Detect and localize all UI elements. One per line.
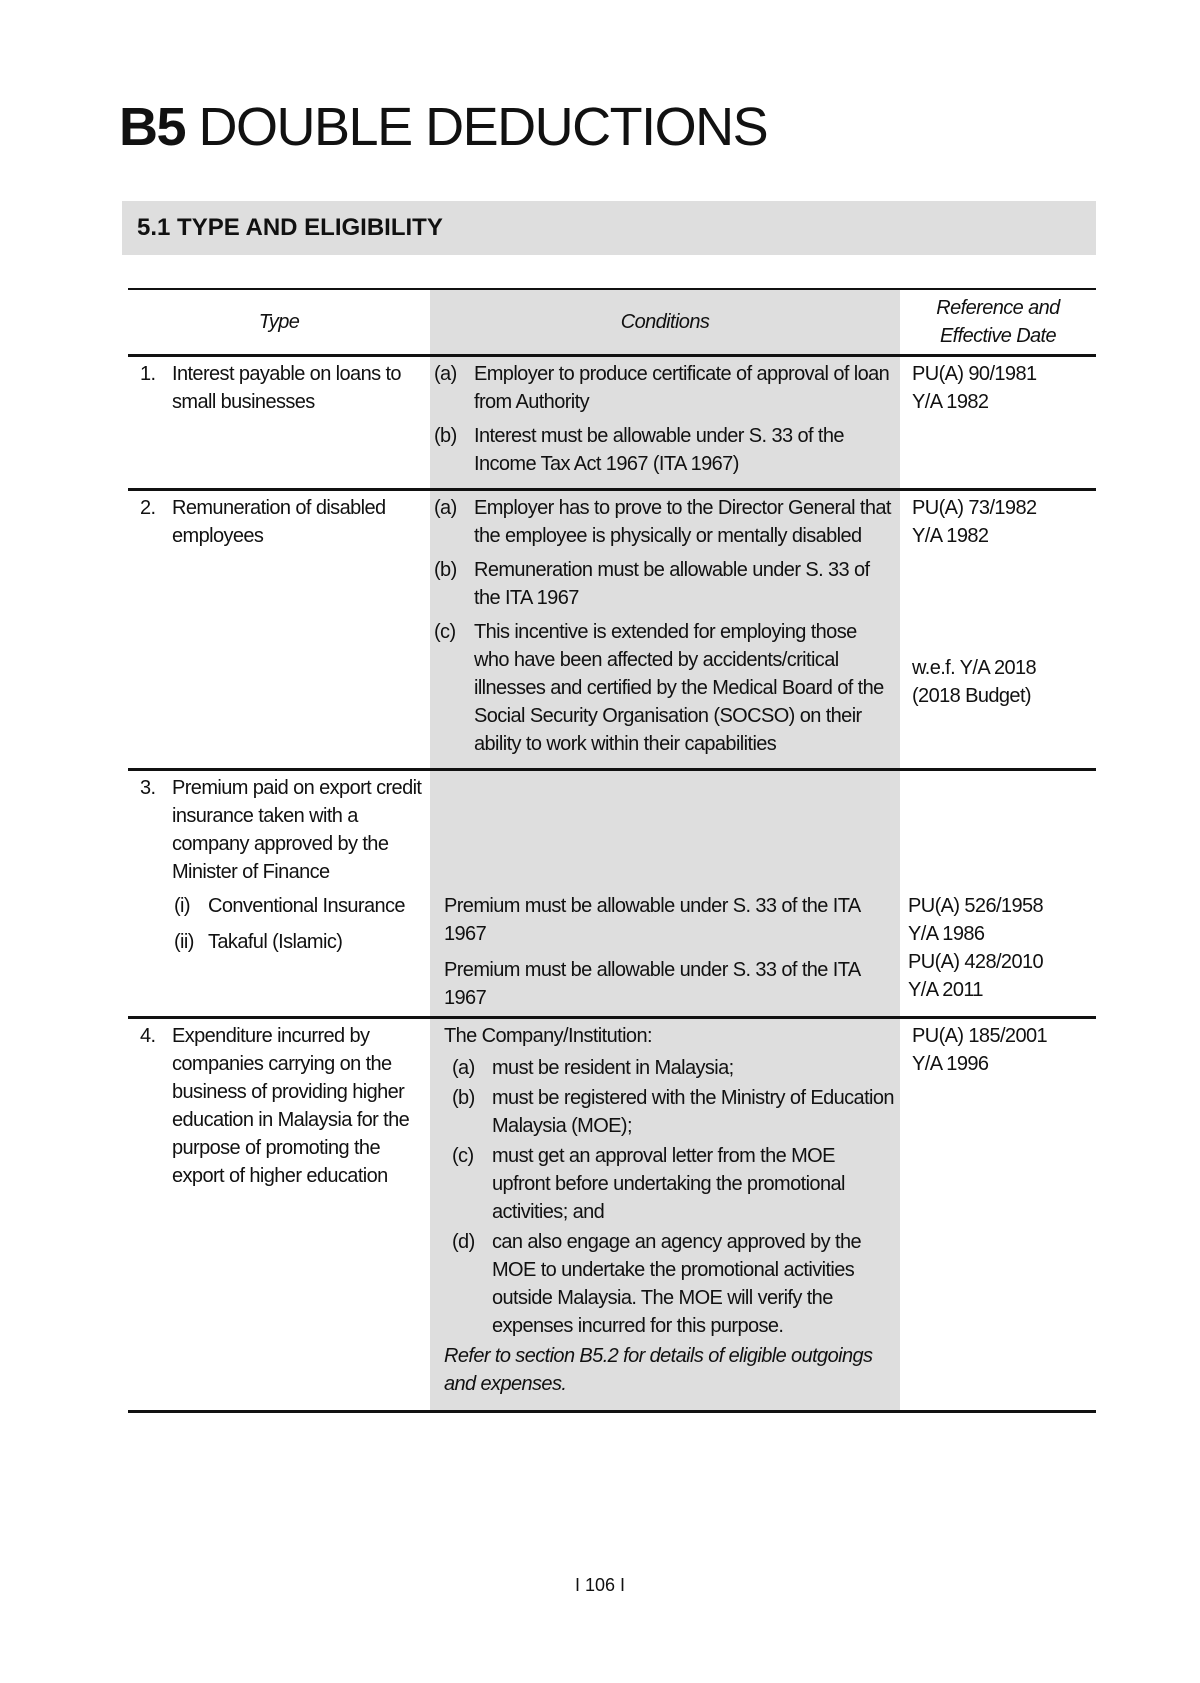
condition-text: Interest must be allowable under S. 33 of the Income Tax Act 1967 (ITA 1967) xyxy=(474,425,844,475)
page-title xyxy=(119,97,768,157)
condition-text: Premium must be allowable under S. 33 of the ITA 1967 xyxy=(444,959,860,1009)
condition-text: Employer has to prove to the Director General that the employee is physically or mentally disabled xyxy=(474,497,891,547)
reference-cell xyxy=(900,770,1096,1018)
reference-cell xyxy=(900,356,1096,490)
deductions-table xyxy=(128,288,1096,1413)
type-text: Premium paid on export credit insurance taken with a company approved by the Minister of Finance xyxy=(172,777,422,883)
condition-text: Premium must be allowable under S. 33 of the ITA 1967 xyxy=(444,895,860,945)
reference-cell xyxy=(900,490,1096,770)
type-cell xyxy=(128,490,430,770)
condition-label: (a) xyxy=(434,363,457,385)
reference-line: PU(A) 526/1958 xyxy=(908,895,1044,917)
table-row xyxy=(128,770,1096,1018)
condition-label: (d) xyxy=(452,1231,475,1253)
condition-label: (b) xyxy=(452,1087,475,1109)
reference-line: PU(A) 90/1981 xyxy=(912,363,1037,385)
header-type: Type xyxy=(258,311,300,333)
sub-item-label: (ii) xyxy=(174,931,194,953)
section-code: B5 xyxy=(119,97,186,157)
reference-line: Y/A 2011 xyxy=(908,979,983,1001)
reference-line: Y/A 1986 xyxy=(908,923,985,945)
table-row xyxy=(128,490,1096,770)
condition-text: Employer to produce certificate of approval of loan from Authority xyxy=(474,363,890,413)
subsection-heading: 5.1 TYPE AND ELIGIBILITY xyxy=(122,201,1096,255)
condition-label: (b) xyxy=(434,425,457,447)
condition-label: (c) xyxy=(434,621,456,643)
type-cell xyxy=(128,1018,430,1412)
row-number: 2. xyxy=(140,497,156,519)
page-number: I 106 I xyxy=(574,1575,626,1595)
conditions-note: Refer to section B5.2 for details of eligible outgoings and expenses. xyxy=(444,1345,873,1395)
type-text: Expenditure incurred by companies carrying on the business of providing higher education in Malaysia for the purpose of promoting the export of higher education xyxy=(172,1025,410,1187)
header-conditions: Conditions xyxy=(430,289,900,356)
reference-line: Y/A 1982 xyxy=(912,391,989,413)
condition-label: (a) xyxy=(434,497,457,519)
reference-line: PU(A) 428/2010 xyxy=(908,951,1044,973)
condition-text: can also engage an agency approved by the MOE to undertake the promotional activities outside Malaysia. The MOE will verify the expenses incurred for this purpose. xyxy=(492,1231,862,1337)
conditions-cell xyxy=(430,490,900,770)
condition-label: (c) xyxy=(452,1145,474,1167)
sub-item-text: Takaful (Islamic) xyxy=(208,931,343,953)
sub-item-text: Conventional Insurance xyxy=(208,895,405,917)
condition-text: must be registered with the Ministry of Education Malaysia (MOE); xyxy=(492,1087,894,1137)
row-number: 4. xyxy=(140,1025,156,1047)
conditions-cell xyxy=(430,1018,900,1412)
type-text: Remuneration of disabled employees xyxy=(172,497,386,547)
reference-line: PU(A) 185/2001 xyxy=(912,1025,1048,1047)
table-row xyxy=(128,356,1096,490)
reference-line: w.e.f. Y/A 2018 xyxy=(912,657,1037,679)
condition-label: (b) xyxy=(434,559,457,581)
conditions-cell xyxy=(430,356,900,490)
type-text: Interest payable on loans to small businesses xyxy=(172,363,401,413)
conditions-cell xyxy=(430,770,900,1018)
row-number: 3. xyxy=(140,777,156,799)
header-reference: Reference and Effective Date xyxy=(936,297,1060,347)
table-header-row xyxy=(128,289,1096,356)
conditions-intro: The Company/Institution: xyxy=(444,1025,652,1047)
reference-line: (2018 Budget) xyxy=(912,685,1031,707)
condition-text: must get an approval letter from the MOE upfront before undertaking the promotional activities; and xyxy=(492,1145,845,1223)
reference-line: Y/A 1982 xyxy=(912,525,989,547)
section-title: DOUBLE DEDUCTIONS xyxy=(198,97,768,157)
row-number: 1. xyxy=(140,363,156,385)
reference-line: Y/A 1996 xyxy=(912,1053,989,1075)
type-cell xyxy=(128,356,430,490)
condition-text: Remuneration must be allowable under S. 33 of the ITA 1967 xyxy=(474,559,870,609)
condition-text: This incentive is extended for employing those who have been affected by accidents/critical illnesses and certified by the Medical Board of the Social Security Organisation (SOCSO) on their ability to work within their capabilities xyxy=(474,621,884,755)
sub-item-label: (i) xyxy=(174,895,190,917)
condition-text: must be resident in Malaysia; xyxy=(492,1057,734,1079)
table-row xyxy=(128,1018,1096,1412)
reference-cell xyxy=(900,1018,1096,1412)
type-cell xyxy=(128,770,430,1018)
condition-label: (a) xyxy=(452,1057,475,1079)
reference-line: PU(A) 73/1982 xyxy=(912,497,1037,519)
